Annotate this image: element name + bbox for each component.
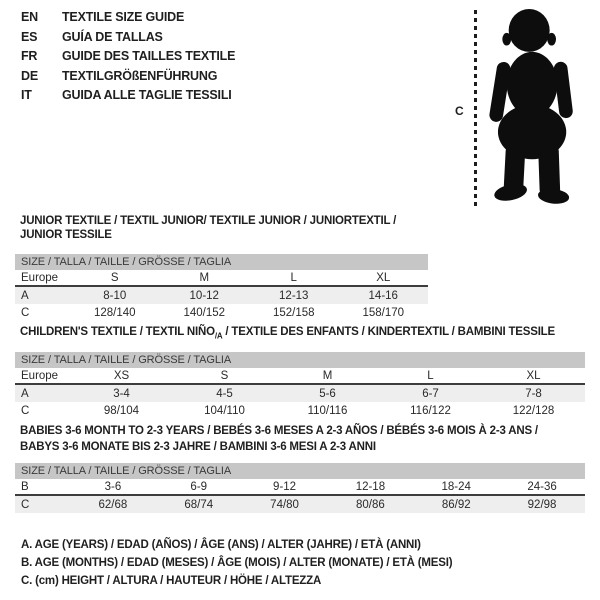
age-cell: 12-13 [279,289,309,302]
height-cell: 110/116 [307,404,348,417]
table-row [15,368,585,385]
height-cell: 116/122 [410,404,451,417]
age-cell: 9-12 [273,480,297,493]
children-title-pre: CHILDREN'S TEXTILE / TEXTIL NIÑO [20,326,215,338]
table-row [15,496,585,513]
size-cell: S [220,369,229,382]
children-table-section [15,325,585,419]
babies-table-section [15,423,585,513]
height-cell: 122/128 [512,404,555,417]
row-label: C [21,498,30,511]
row-label: A [21,387,29,400]
language-code: FR [21,49,38,63]
children-title-sub: /A [214,331,223,341]
language-title: GUIDA ALLE TAGLIE TESSILI [62,88,232,102]
table-row [15,479,585,496]
language-title: GUIDE DES TAILLES TEXTILE [62,49,236,63]
height-cell: 80/86 [356,498,385,511]
children-title-post: / TEXTILE DES ENFANTS / KINDERTEXTIL / BAMBINI TESSILE [222,326,555,338]
row-label: C [21,404,30,417]
height-cell: 98/104 [103,404,140,417]
language-list [21,8,235,106]
language-row [21,47,235,67]
age-cell: 14-16 [368,289,398,302]
row-label: B [21,480,29,493]
table-row [15,270,428,287]
table-row [15,402,585,419]
size-cell: XL [526,369,541,382]
figure-height-label: C [455,104,464,118]
table-row [15,287,428,304]
language-title: TEXTILE SIZE GUIDE [62,10,185,24]
age-cell: 18-24 [441,480,471,493]
language-row [21,67,235,87]
age-cell: 5-6 [319,387,336,400]
size-header-band: SIZE / TALLA / TAILLE / GRÖSSE / TAGLIA [15,254,428,270]
baby-head [509,9,550,52]
junior-table-title: JUNIOR TEXTILE / TEXTIL JUNIOR/ TEXTILE JUNIOR / JUNIORTEXTIL / JUNIOR TESSILE [20,215,397,241]
age-cell: 3-6 [104,480,122,493]
size-cell: L [290,271,297,284]
age-cell: 24-36 [527,480,557,493]
height-cell: 86/92 [441,498,471,511]
age-cell: 6-7 [422,387,439,400]
row-label: C [21,306,30,319]
junior-table-section [15,214,428,321]
language-row [21,8,235,28]
language-row [21,28,235,48]
babies-table-title-line1: BABIES 3-6 MONTH TO 2-3 YEARS / BEBÉS 3-6 MESES A 2-3 AÑOS / BÉBÉS 3-6 MOIS À 2-3 ANS / [20,425,538,437]
height-measure-dashed-line [474,10,477,208]
height-cell: 152/158 [272,306,315,319]
height-cell: 128/140 [93,306,136,319]
size-cell: M [199,271,210,284]
size-cell: M [322,369,333,382]
height-cell: 92/98 [527,498,557,511]
age-cell: 6-9 [190,480,208,493]
height-cell: 140/152 [183,306,226,319]
row-label: Europe [21,369,59,382]
size-cell: XS [113,369,130,382]
baby-ear-right [547,33,556,46]
language-code: DE [21,68,38,83]
row-label: Europe [21,271,59,284]
size-header-band: SIZE / TALLA / TAILLE / GRÖSSE / TAGLIA [15,352,585,368]
footnote-height: C. (cm) HEIGHT / ALTURA / HAUTEUR / HÖHE / ALTEZZA [21,575,322,587]
table-row [15,385,585,402]
language-title: GUÍA DE TALLAS [62,29,163,44]
size-cell: S [110,271,119,284]
height-cell: 62/68 [98,498,128,511]
age-cell: 8-10 [103,289,127,302]
size-cell: XL [376,271,391,284]
baby-ear-left [502,33,511,46]
height-cell: 74/80 [270,498,299,511]
age-cell: 3-4 [113,387,130,400]
babies-table-title-line2: BABYS 3-6 MONATE BIS 2-3 JAHRE / BAMBINI 3-6 MESI A 2-3 ANNI [20,441,376,453]
height-cell: 158/170 [362,306,405,319]
children-table-title [20,325,585,343]
age-cell: 4-5 [216,387,233,400]
height-cell: 104/110 [204,404,245,417]
age-cell: 7-8 [525,387,542,400]
baby-silhouette [480,8,592,208]
size-cell: L [427,369,434,382]
size-header-band: SIZE / TALLA / TAILLE / GRÖSSE / TAGLIA [15,463,585,479]
age-cell: 12-18 [355,480,386,493]
language-title: TEXTILGRÖßENFÜHRUNG [62,68,218,83]
table-row [15,304,428,321]
row-label: A [21,289,29,302]
language-code: EN [21,10,38,24]
height-cell: 68/74 [184,498,214,511]
language-code: IT [21,88,32,102]
language-code: ES [21,29,38,44]
footnote-age-months: B. AGE (MONTHS) / EDAD (MESES) / ÂGE (MOIS) / ALTER (MONATE) / ETÀ (MESI) [21,557,453,569]
footnotes [21,536,452,590]
age-cell: 10-12 [189,289,219,302]
footnote-age-years: A. AGE (YEARS) / EDAD (AÑOS) / ÂGE (ANS) / ALTER (JAHRE) / ETÀ (ANNI) [21,539,421,551]
language-row [21,86,235,106]
